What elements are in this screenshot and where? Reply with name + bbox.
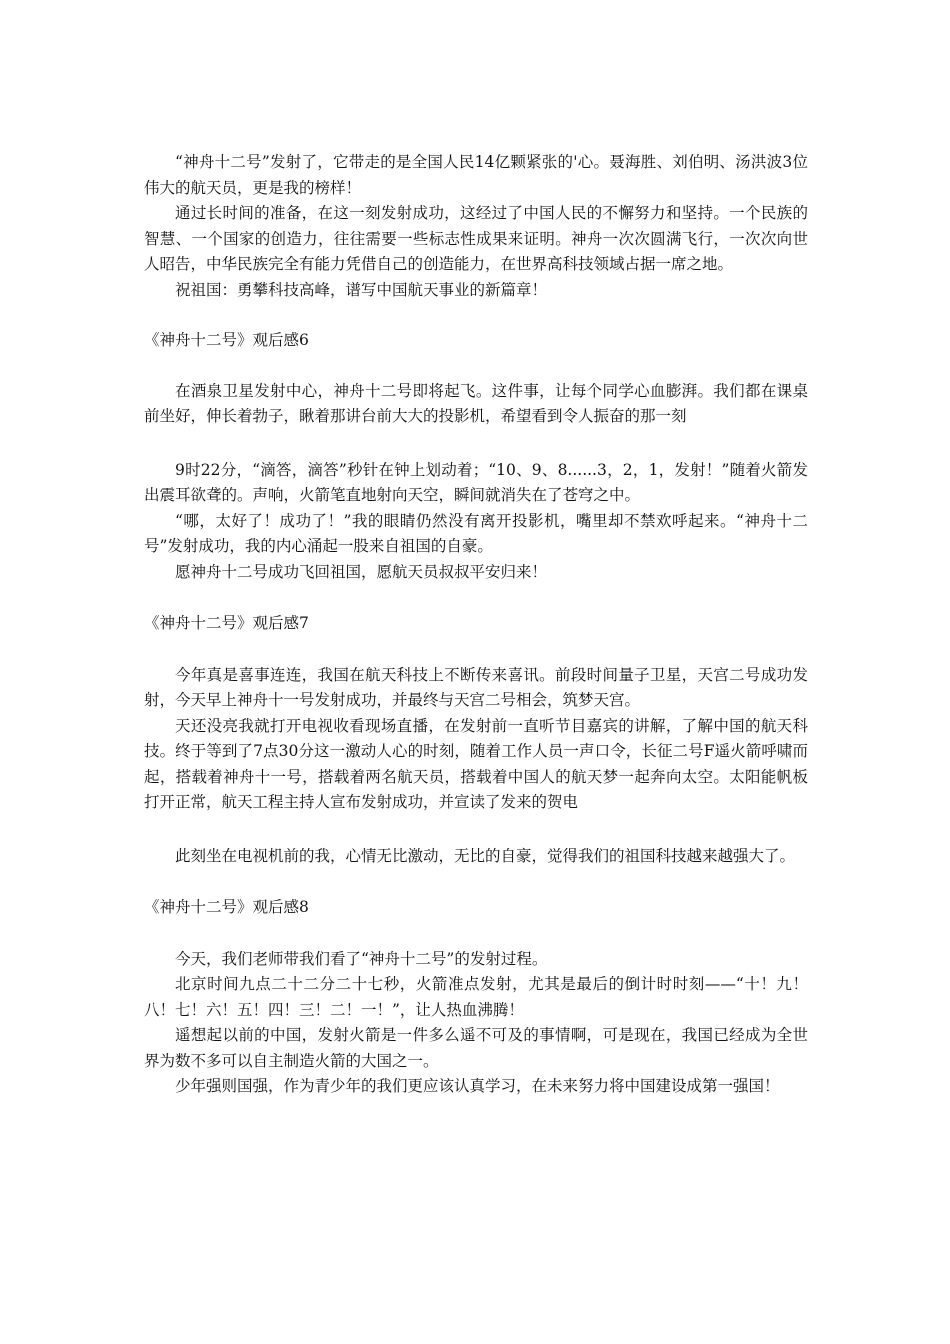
paragraph: 祝祖国：勇攀科技高峰，谱写中国航天事业的新篇章！ bbox=[175, 280, 548, 299]
paragraph: 今年真是喜事连连，我国在航天科技上不断传来喜讯。前段时间量子卫星，天宫二号成功发射，今天早上神舟十一号发射成功，并最终与天宫二号相会，筑梦天宫。 bbox=[144, 665, 808, 709]
paragraph: 今天，我们老师带我们看了“神舟十二号”的发射过程。 bbox=[175, 949, 548, 968]
spacer bbox=[144, 816, 808, 844]
paragraph: 在酒泉卫星发射中心，神舟十二号即将起飞。这件事，让每个同学心血膨湃。我们都在课桌前坐好，伸长着勃子，瞅着那讲台前大大的投影机，希望看到令人振奋的那一刻 bbox=[144, 381, 808, 425]
spacer bbox=[144, 303, 808, 328]
spacer bbox=[144, 921, 808, 947]
paragraph: “哪，太好了！成功了！”我的眼睛仍然没有离开投影机，嘴里却不禁欢呼起来。“神舟十二号”发射成功，我的内心涌起一股来自祖国的自豪。 bbox=[144, 511, 808, 555]
document-body bbox=[144, 150, 808, 1100]
section-heading: 《神舟十二号》观后感7 bbox=[144, 614, 309, 632]
paragraph: 愿神舟十二号成功飞回祖国，愿航天员叔叔平安归来！ bbox=[175, 562, 548, 581]
paragraph: 通过长时间的准备，在这一刻发射成功，这经过了中国人民的不懈努力和坚持。一个民族的智慧、一个国家的创造力，往往需要一些标志性成果来证明。神舟一次次圆满飞行，一次次向世人昭告，中华民族完全有能力凭借自己的创造能力，在世界高科技领域占据一席之地。 bbox=[144, 204, 808, 273]
paragraph: 9时22分，“滴答，滴答”秒针在钟上划动着；“10、9、8......3，2，1，发射！”随着火箭发出震耳欲聋的。声响，火箭笔直地射向天空，瞬间就消失在了苍穹之中。 bbox=[144, 460, 808, 504]
paragraph: 少年强则国强，作为青少年的我们更应该认真学习，在未来努力将中国建设成第一强国！ bbox=[175, 1077, 780, 1095]
section-heading: 《神舟十二号》观后感8 bbox=[144, 898, 309, 916]
paragraph: “神舟十二号”发射了，它带走的是全国人民14亿颗紧张的'心。聂海胜、刘伯明、汤洪波3位伟大的航天员，更是我的榜样！ bbox=[144, 153, 808, 197]
spacer bbox=[144, 430, 808, 458]
spacer bbox=[144, 585, 808, 611]
spacer bbox=[144, 637, 808, 663]
paragraph: 此刻坐在电视机前的我，心情无比激动，无比的自豪，觉得我们的祖国科技越来越强大了。 bbox=[175, 846, 796, 865]
paragraph: 天还没亮我就打开电视收看现场直播，在发射前一直听节目嘉宾的讲解，了解中国的航天科技。终于等到了7点30分这一激动人心的时刻，随着工作人员一声口令，长征二号F遥火箭呼啸而起，搭载着神舟十一号，搭载着两名航天员，搭载着中国人的航天梦一起奔向太空。太阳能帆板打开正常，航天工程主持人宣布发射成功，并宣读了发来的贺电 bbox=[144, 716, 808, 811]
paragraph: 北京时间九点二十二分二十七秒，火箭准点发射，尤其是最后的倒计时时刻——“十！九！八！七！六！五！四！三！二！一！”，让人热血沸腾！ bbox=[144, 975, 808, 1019]
spacer bbox=[144, 354, 808, 379]
section-heading: 《神舟十二号》观后感6 bbox=[144, 331, 309, 349]
spacer bbox=[144, 869, 808, 895]
paragraph: 遥想起以前的中国，发射火箭是一件多么遥不可及的事情啊，可是现在，我国已经成为全世界为数不多可以自主制造火箭的大国之一。 bbox=[144, 1026, 808, 1070]
